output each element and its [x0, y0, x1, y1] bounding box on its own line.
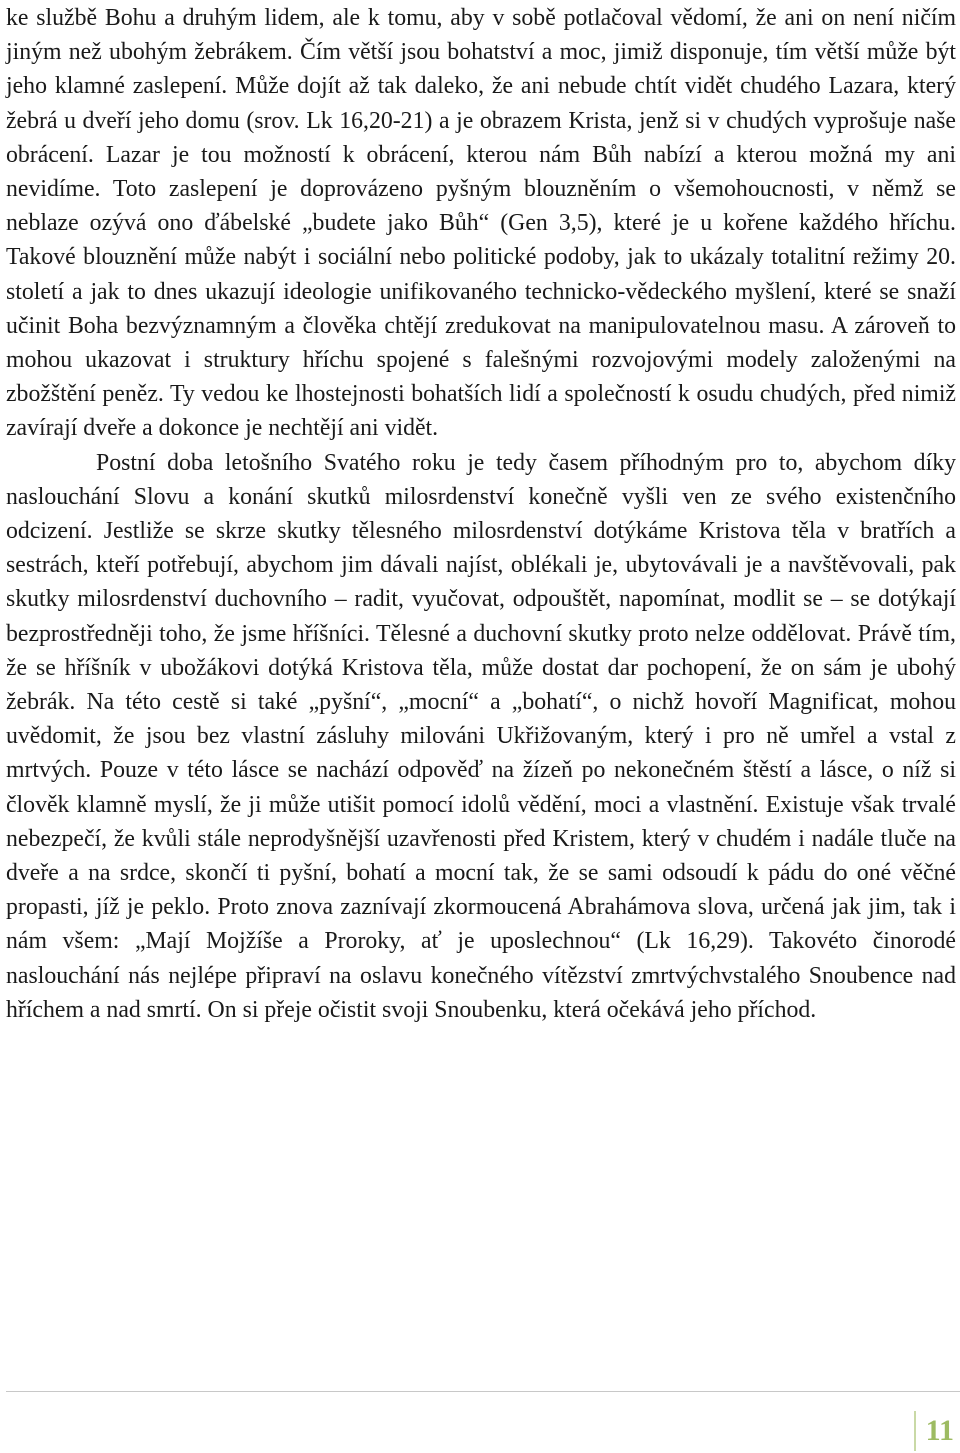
- page-footer: [914, 1411, 954, 1451]
- paragraph-1: ke službě Bohu a druhým lidem, ale k tomu, aby v sobě potlačoval vědomí, že ani on není ničím jiným než ubohým žebrákem. Čím větší jsou bohatství a moc, jimiž disponuje, tím větší může být jeho klamné zaslepení. Může dojít až tak daleko, že ani nebude chtít vidět chudého Lazara, který žebrá u dveří jeho domu (srov. Lk 16,20-21) a je obrazem Krista, jenž si v chudých vyprošuje naše obrácení. Lazar je tou možností k obrácení, kterou nám Bůh nabízí a kterou možná my ani nevidíme. Toto zaslepení je doprovázeno pyšným blouzněním o všemohoucnosti, v němž se neblaze ozývá ono ďábelské „budete jako Bůh“ (Gen 3,5), které je u kořene každého hříchu. Takové blouznění může nabýt i sociální nebo politické podoby, jak to ukázaly totalitní režimy 20. století a jak to dnes ukazují ideologie unifikovaného technicko-vědeckého myšlení, které se snaží učinit Boha bezvýznamným a člověka chtějí zredukovat na manipulovatelnou masu. A zároveň to mohou ukazovat i struktury hříchu spojené s falešnými rozvojovými modely založenými na zbožštění peněz. Ty vedou ke lhostejnosti bohatších lidí a společností k osudu chudých, před nimiž zavírají dveře a dokonce je nechtějí ani vidět.: [6, 5, 956, 442]
- page-number-separator: [914, 1411, 916, 1451]
- paragraph-2: Postní doba letošního Svatého roku je tedy časem příhodným pro to, abychom díky naslouchání Slovu a konání skutků milosrdenství konečně vyšli ven ze svého existenčního odcizení. Jestliže se skrze skutky tělesného milosrdenství dotýkáme Kristova těla v bratřích a sestrách, kteří potřebují, abychom jim dávali najíst, oblékali je, ubytovávali je a navštěvovali, pak skutky milosrdenství duchovního – radit, vyučovat, odpouštět, napomínat, modlit se – se dotýkají bezprostředněji toho, že jsme hříšníci. Tělesné a duchovní skutky proto nelze oddělovat. Právě tím, že se hříšník v ubožákovi dotýká Kristova těla, může dostat dar pochopení, že on sám je ubohý žebrák. Na této cestě si také „pyšní“, „mocní“ a „bohatí“, o nichž hovoří Magnificat, mohou uvědomit, že jsou bez vlastní zásluhy milováni Ukřižovaným, který i pro ně umřel a vstal z mrtvých. Pouze v této lásce se nachází odpověď na žízeň po nekonečném štěstí a lásce, o níž si člověk klamně myslí, že ji může utišit pomocí idolů vědění, moci a vlastnění. Existuje však trvalé nebezpečí, že kvůli stále neprodyšnější uzavřenosti před Kristem, který v chudém i nadále tluče na dveře a na srdce, skončí ti pyšní, bohatí a mocní tak, že se sami odsoudí k pádu do oné věčné propasti, jíž je peklo. Proto znova zaznívají zkormoucená Abrahámova slova, určená jak jim, tak i nám všem: „Mají Mojžíše a Proroky, ať je uposlechnou“ (Lk 16,29). Takovéto činorodé naslouchání nás nejlépe připraví na oslavu konečného vítězství zmrtvýchvstalého Snoubence nad hříchem a nad smrtí. On si přeje očistit svoji Snoubenku, která očekává jeho příchod.: [6, 449, 956, 1023]
- page-number: 11: [925, 1414, 954, 1447]
- footer-divider: [6, 1391, 960, 1392]
- document-body: [6, 1, 956, 1027]
